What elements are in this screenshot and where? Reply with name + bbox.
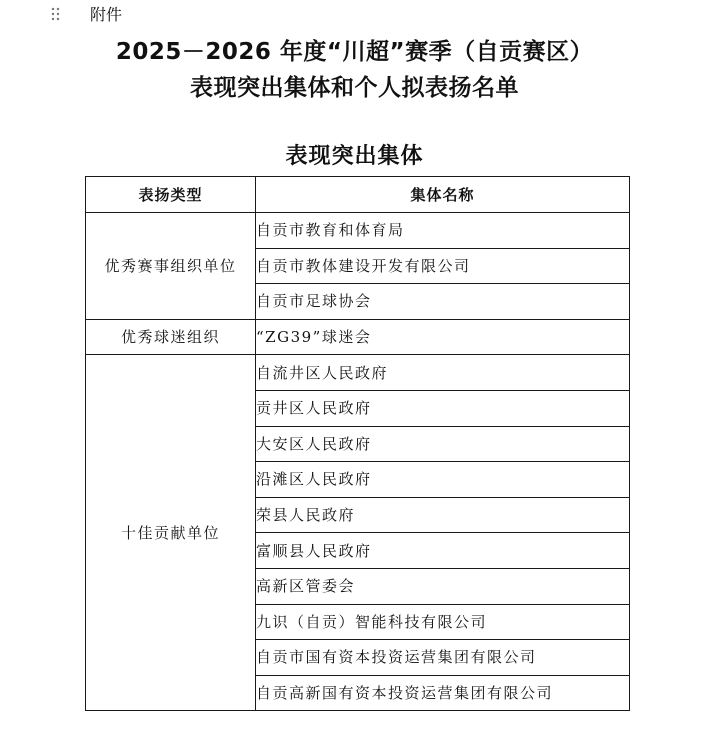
attachment-label: 附件	[90, 5, 123, 24]
document-title-line-2: 表现突出集体和个人拟表扬名单	[190, 75, 519, 101]
unit-name-cell: “ZG39”球迷会	[256, 319, 630, 355]
unit-name-cell: 富顺县人民政府	[256, 533, 630, 569]
unit-name-cell: 自贡市足球协会	[256, 284, 630, 320]
section-title: 表现突出集体	[285, 144, 424, 169]
unit-name-cell: 贡井区人民政府	[256, 390, 630, 426]
unit-name-cell: 自贡市国有资本投资运营集团有限公司	[256, 640, 630, 676]
unit-name-cell: 自贡高新国有资本投资运营集团有限公司	[256, 675, 630, 711]
unit-name-cell: 沿滩区人民政府	[256, 462, 630, 498]
unit-name-cell: 自流井区人民政府	[256, 355, 630, 391]
table-row	[86, 319, 630, 355]
award-type-cell: 十佳贡献单位	[86, 355, 256, 711]
table-header-row	[86, 177, 630, 213]
unit-name-cell: 荣县人民政府	[256, 497, 630, 533]
unit-name-cell: 九识（自贡）智能科技有限公司	[256, 604, 630, 640]
table-row	[86, 213, 630, 249]
honor-table	[85, 176, 630, 711]
column-header-name: 集体名称	[256, 177, 630, 213]
column-header-type: 表扬类型	[86, 177, 256, 213]
award-type-cell: 优秀球迷组织	[86, 319, 256, 355]
document-title-line-1: 2025－2026 年度“川超”赛季（自贡赛区）	[115, 39, 594, 65]
unit-name-cell: 自贡市教体建设开发有限公司	[256, 248, 630, 284]
unit-name-cell: 高新区管委会	[256, 568, 630, 604]
unit-name-cell: 自贡市教育和体育局	[256, 213, 630, 249]
drag-handle-icon[interactable]	[51, 6, 65, 24]
award-type-cell: 优秀赛事组织单位	[86, 213, 256, 320]
unit-name-cell: 大安区人民政府	[256, 426, 630, 462]
table-row	[86, 355, 630, 391]
